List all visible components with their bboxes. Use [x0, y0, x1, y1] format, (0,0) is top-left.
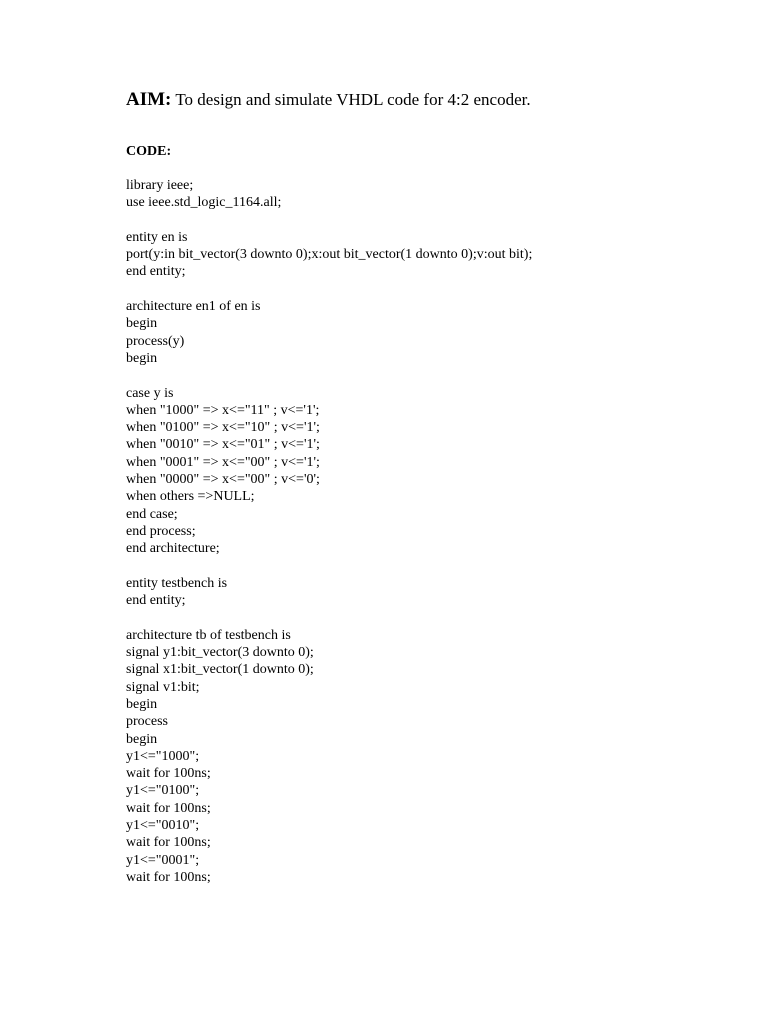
code-line: end entity; — [126, 593, 186, 609]
code-line: use ieee.std_logic_1164.all; — [126, 195, 282, 211]
code-line: signal x1:bit_vector(1 downto 0); — [126, 662, 314, 678]
code-line: end case; — [126, 506, 178, 522]
code-line: wait for 100ns; — [126, 835, 211, 851]
code-line: signal v1:bit; — [126, 679, 200, 695]
code-line: when others =>NULL; — [126, 489, 255, 505]
code-line: when "0010" => x<="01" ; v<='1'; — [126, 437, 320, 453]
code-line: wait for 100ns; — [126, 800, 211, 816]
code-line: wait for 100ns; — [126, 869, 211, 885]
code-line: y1<="0010"; — [126, 817, 200, 833]
code-line: library ieee; — [126, 178, 194, 193]
code-block — [126, 177, 532, 886]
blank-line — [126, 558, 532, 575]
code-line: end entity; — [126, 264, 186, 280]
code-line: port(y:in bit_vector(3 downto 0);x:out bit_vector(1 downto 0);v:out bit); — [126, 247, 533, 263]
aim-label: AIM: — [126, 89, 172, 110]
code-line: y1<="0100"; — [126, 783, 200, 799]
code-line: architecture tb of testbench is — [126, 627, 291, 643]
code-line: y1<="1000"; — [126, 748, 200, 764]
code-line: when "0100" => x<="10" ; v<='1'; — [126, 420, 320, 436]
code-heading: CODE: — [126, 144, 172, 159]
code-line: signal y1:bit_vector(3 downto 0); — [126, 645, 314, 661]
code-line: architecture en1 of en is — [126, 299, 261, 315]
code-line: y1<="0001"; — [126, 852, 200, 868]
code-line: when "0001" => x<="00" ; v<='1'; — [126, 454, 320, 470]
code-line: when "0000" => x<="00" ; v<='0'; — [126, 472, 320, 488]
code-line: entity testbench is — [126, 575, 228, 591]
code-line: begin — [126, 731, 158, 747]
code-line: process — [126, 714, 168, 730]
code-line: end architecture; — [126, 541, 220, 557]
code-line: case y is — [126, 385, 174, 401]
aim-statement — [126, 88, 531, 112]
code-line: begin — [126, 696, 158, 712]
aim-text: To design and simulate VHDL code for 4:2 encoder. — [171, 90, 531, 109]
code-line: wait for 100ns; — [126, 766, 211, 782]
blank-line — [126, 212, 532, 229]
code-line: begin — [126, 316, 158, 332]
blank-line — [126, 609, 532, 626]
code-line: entity en is — [126, 229, 188, 245]
code-line: begin — [126, 350, 158, 366]
blank-line — [126, 367, 532, 384]
code-line: when "1000" => x<="11" ; v<='1'; — [126, 402, 320, 418]
code-line: process(y) — [126, 333, 185, 349]
blank-line — [126, 281, 532, 298]
code-line: end process; — [126, 523, 196, 539]
